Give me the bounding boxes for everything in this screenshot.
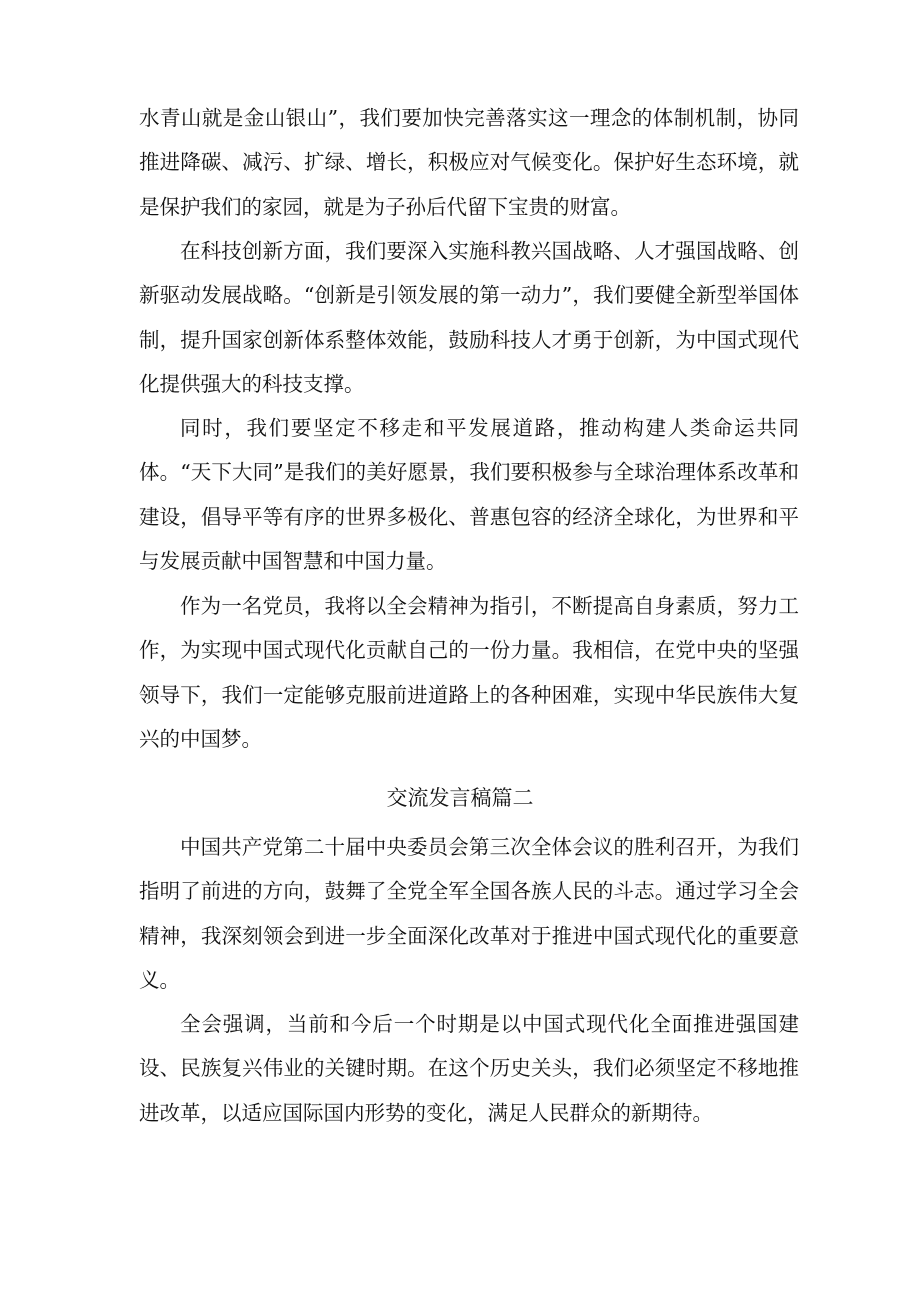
paragraph-continuation: 水青山就是金山银山”，我们要加快完善落实这一理念的体制机制，协同推进降碳、减污、扩绿、增长，积极应对气候变化。保护好生态环境，就是保护我们的家园，就是为子孙后代留下宝贵的财富。 [139,106,799,219]
paragraph-tech-innovation: 在科技创新方面，我们要深入实施科教兴国战略、人才强国战略、创新驱动发展战略。“创新是引领发展的第一动力”，我们要健全新型举国体制，提升国家创新体系整体效能，鼓励科技人才勇于创新，为中国式现代化提供强大的科技支撑。 [139,239,799,396]
paragraph-reform-period: 全会强调，当前和今后一个时期是以中国式现代化全面推进强国建设、民族复兴伟业的关键时期。在这个历史关头，我们必须坚定不移地推进改革，以适应国际国内形势的变化，满足人民群众的新期待。 [139,1012,799,1125]
section-title: 交流发言稿篇二 [386,786,534,810]
paragraph-plenary-session: 中国共产党第二十届中央委员会第三次全体会议的胜利召开，为我们指明了前进的方向，鼓舞了全党全军全国各族人民的斗志。通过学习全会精神，我深刻领会到进一步全面深化改革对于推进中国式现代化的重要意义。 [139,835,799,992]
paragraph-party-member: 作为一名党员，我将以全会精神为指引，不断提高自身素质，努力工作，为实现中国式现代化贡献自己的一份力量。我相信，在党中央的坚强领导下，我们一定能够克服前进道路上的各种困难，实现中华民族伟大复兴的中国梦。 [139,594,799,751]
paragraph-peaceful-development: 同时，我们要坚定不移走和平发展道路，推动构建人类命运共同体。“天下大同”是我们的美好愿景，我们要积极参与全球治理体系改革和建设，倡导平等有序的世界多极化、普惠包容的经济全球化，为世界和平与发展贡献中国智慧和中国力量。 [139,416,799,573]
